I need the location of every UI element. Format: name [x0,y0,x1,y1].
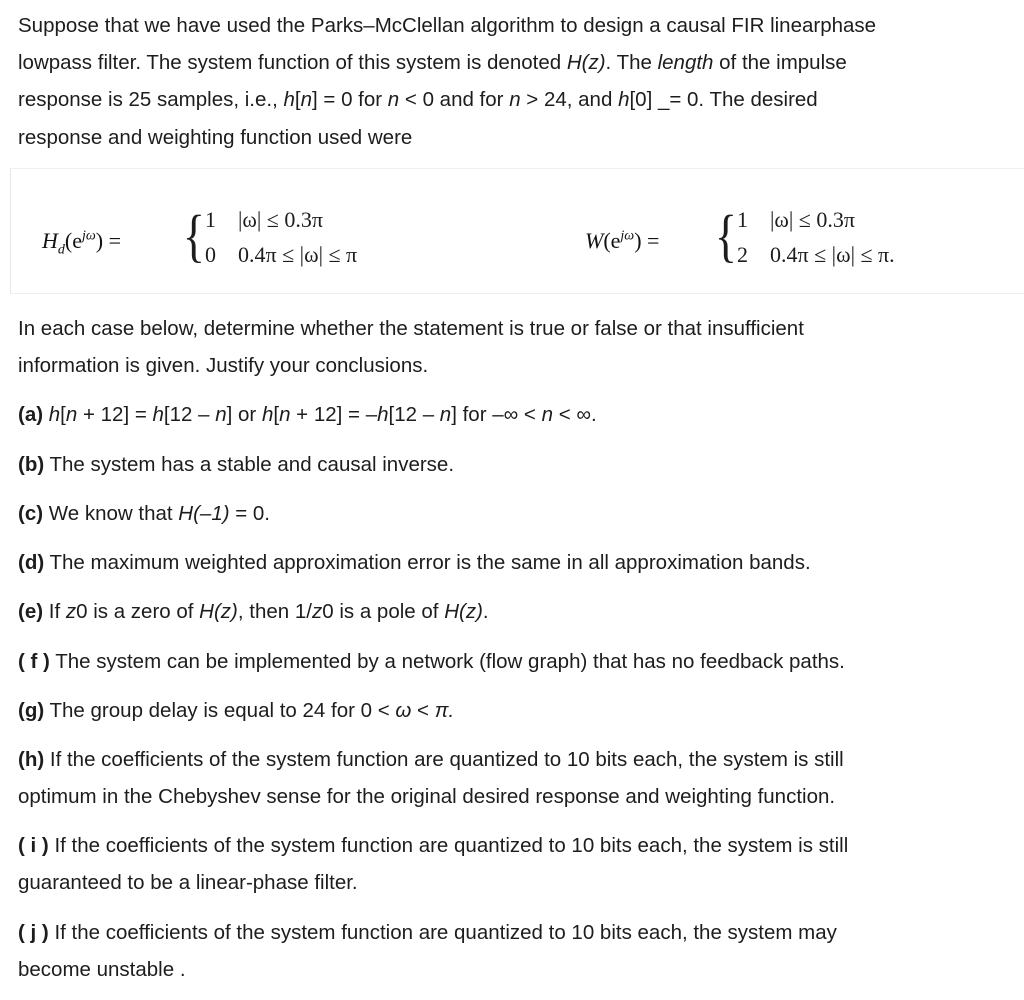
intro-line [18,51,847,75]
eq-row [205,242,357,268]
item-label: (h) [18,748,45,771]
text: jω [620,228,635,244]
text: . [482,600,489,623]
intro-line: Suppose that we have used the Parks–McClellan algorithm to design a causal FIR linearphase [18,14,877,37]
text: The maximum weighted approximation error is the same in all approximation bands. [44,551,811,574]
text: lowpass filter. The system function of this system is denoted [18,51,567,74]
item-c [18,502,270,526]
text: If the coefficients of the system function are quantized to 10 bits each, the system is still [48,834,849,857]
text: n [439,403,452,426]
text: ) = [634,228,660,253]
text: n [65,403,78,426]
text: n [215,403,227,426]
eq-row [737,242,895,268]
text: ] for –∞ < [451,403,542,426]
text: [ [294,88,301,111]
text: 1 [737,207,748,232]
text: of the impulse [713,51,847,74]
text: 0 is a zero of [76,600,200,623]
text: H [42,228,58,253]
item-label: (d) [18,551,45,574]
text: z [311,600,323,623]
item-label: (b) [18,453,45,476]
text: [0] _= 0. The desired [629,88,818,111]
item-line: become unstable . [18,958,186,981]
item-label: ( j ) [18,921,49,944]
item-d [18,551,811,575]
item-a [18,403,597,427]
eq-row [737,207,855,233]
text: n [300,88,313,111]
text: + 12] = [77,403,153,426]
text: h [152,403,164,426]
intro-line [18,88,818,112]
text: response is 25 samples, i.e., [18,88,284,111]
eq-lhs [42,228,121,258]
item-label: ( i ) [18,834,49,857]
text: ] or [226,403,262,426]
text: 0 is a pole of [322,600,445,623]
text: If the coefficients of the system function are quantized to 10 bits each, the system may [48,921,837,944]
item-line: optimum in the Chebyshev sense for the original desired response and weighting function. [18,785,836,808]
text: h [377,403,389,426]
brace: { [182,203,206,268]
text: ω [395,699,412,722]
text: d [57,242,65,258]
equation-image [10,168,1024,294]
item-g [18,699,454,723]
eq-row [205,207,323,233]
text: (e [603,228,621,253]
text: n [541,403,553,426]
instructions-line: information is given. Justify your conclusions. [18,354,429,377]
text: H(–1) [178,502,230,525]
text: , then 1/ [237,600,312,623]
text: |ω| ≤ 0.3π [238,207,323,232]
text: We know that [43,502,179,525]
item-line [18,834,848,858]
text: h [261,403,274,426]
text: h [283,88,295,111]
text: h [618,88,630,111]
item-label: (e) [18,600,44,623]
brace: { [714,203,738,268]
text: The system has a stable and causal inverse. [44,453,455,476]
instructions-line: In each case below, determine whether the statement is true or false or that insufficient [18,317,804,340]
text: (e [64,228,82,253]
item-label: (g) [18,699,45,722]
text: The system can be implemented by a network (flow graph) that has no feedback paths. [49,650,845,673]
text: H(z) [566,51,606,74]
text: H(z) [444,600,483,623]
text: h [48,403,61,426]
item-label: (c) [18,502,44,525]
text: If the coefficients of the system function are quantized to 10 bits each, the system is still [44,748,844,771]
text: ) = [95,228,121,253]
text: < 0 and for [399,88,510,111]
text: 1 [205,207,216,232]
text: |ω| ≤ 0.3π [770,207,855,232]
intro-line: response and weighting function used were [18,126,413,149]
text: + 12] = – [290,403,378,426]
text: W [585,228,604,253]
text: < [411,699,435,722]
text: z [65,600,77,623]
text: [12 – [163,403,216,426]
item-e [18,600,489,624]
text: > 24, and [520,88,619,111]
eq-lhs [585,228,659,254]
text: . The [605,51,658,74]
text: 2 [737,242,748,267]
text: 0.4π ≤ |ω| ≤ π. [770,242,895,267]
text: [ [273,403,280,426]
text: n [509,88,521,111]
text: = 0. [229,502,271,525]
text: H(z) [199,600,238,623]
text: 0.4π ≤ |ω| ≤ π [238,242,358,267]
item-line [18,921,837,945]
item-line: guaranteed to be a linear-phase filter. [18,871,358,894]
text: If [43,600,66,623]
item-line [18,748,844,772]
text: length [657,51,714,74]
text: n [387,88,400,111]
text: The group delay is equal to 24 for 0 < [44,699,396,722]
item-label: ( f ) [18,650,50,673]
item-label: (a) [18,403,44,426]
text: jω [81,228,96,244]
text: [12 – [388,403,440,426]
item-f [18,650,845,674]
text: [ [60,403,66,426]
text: 0 [205,242,216,267]
text: < ∞. [553,403,597,426]
text: π. [434,699,455,722]
text: n [279,403,291,426]
text: ] = 0 for [312,88,388,111]
item-b [18,453,454,477]
